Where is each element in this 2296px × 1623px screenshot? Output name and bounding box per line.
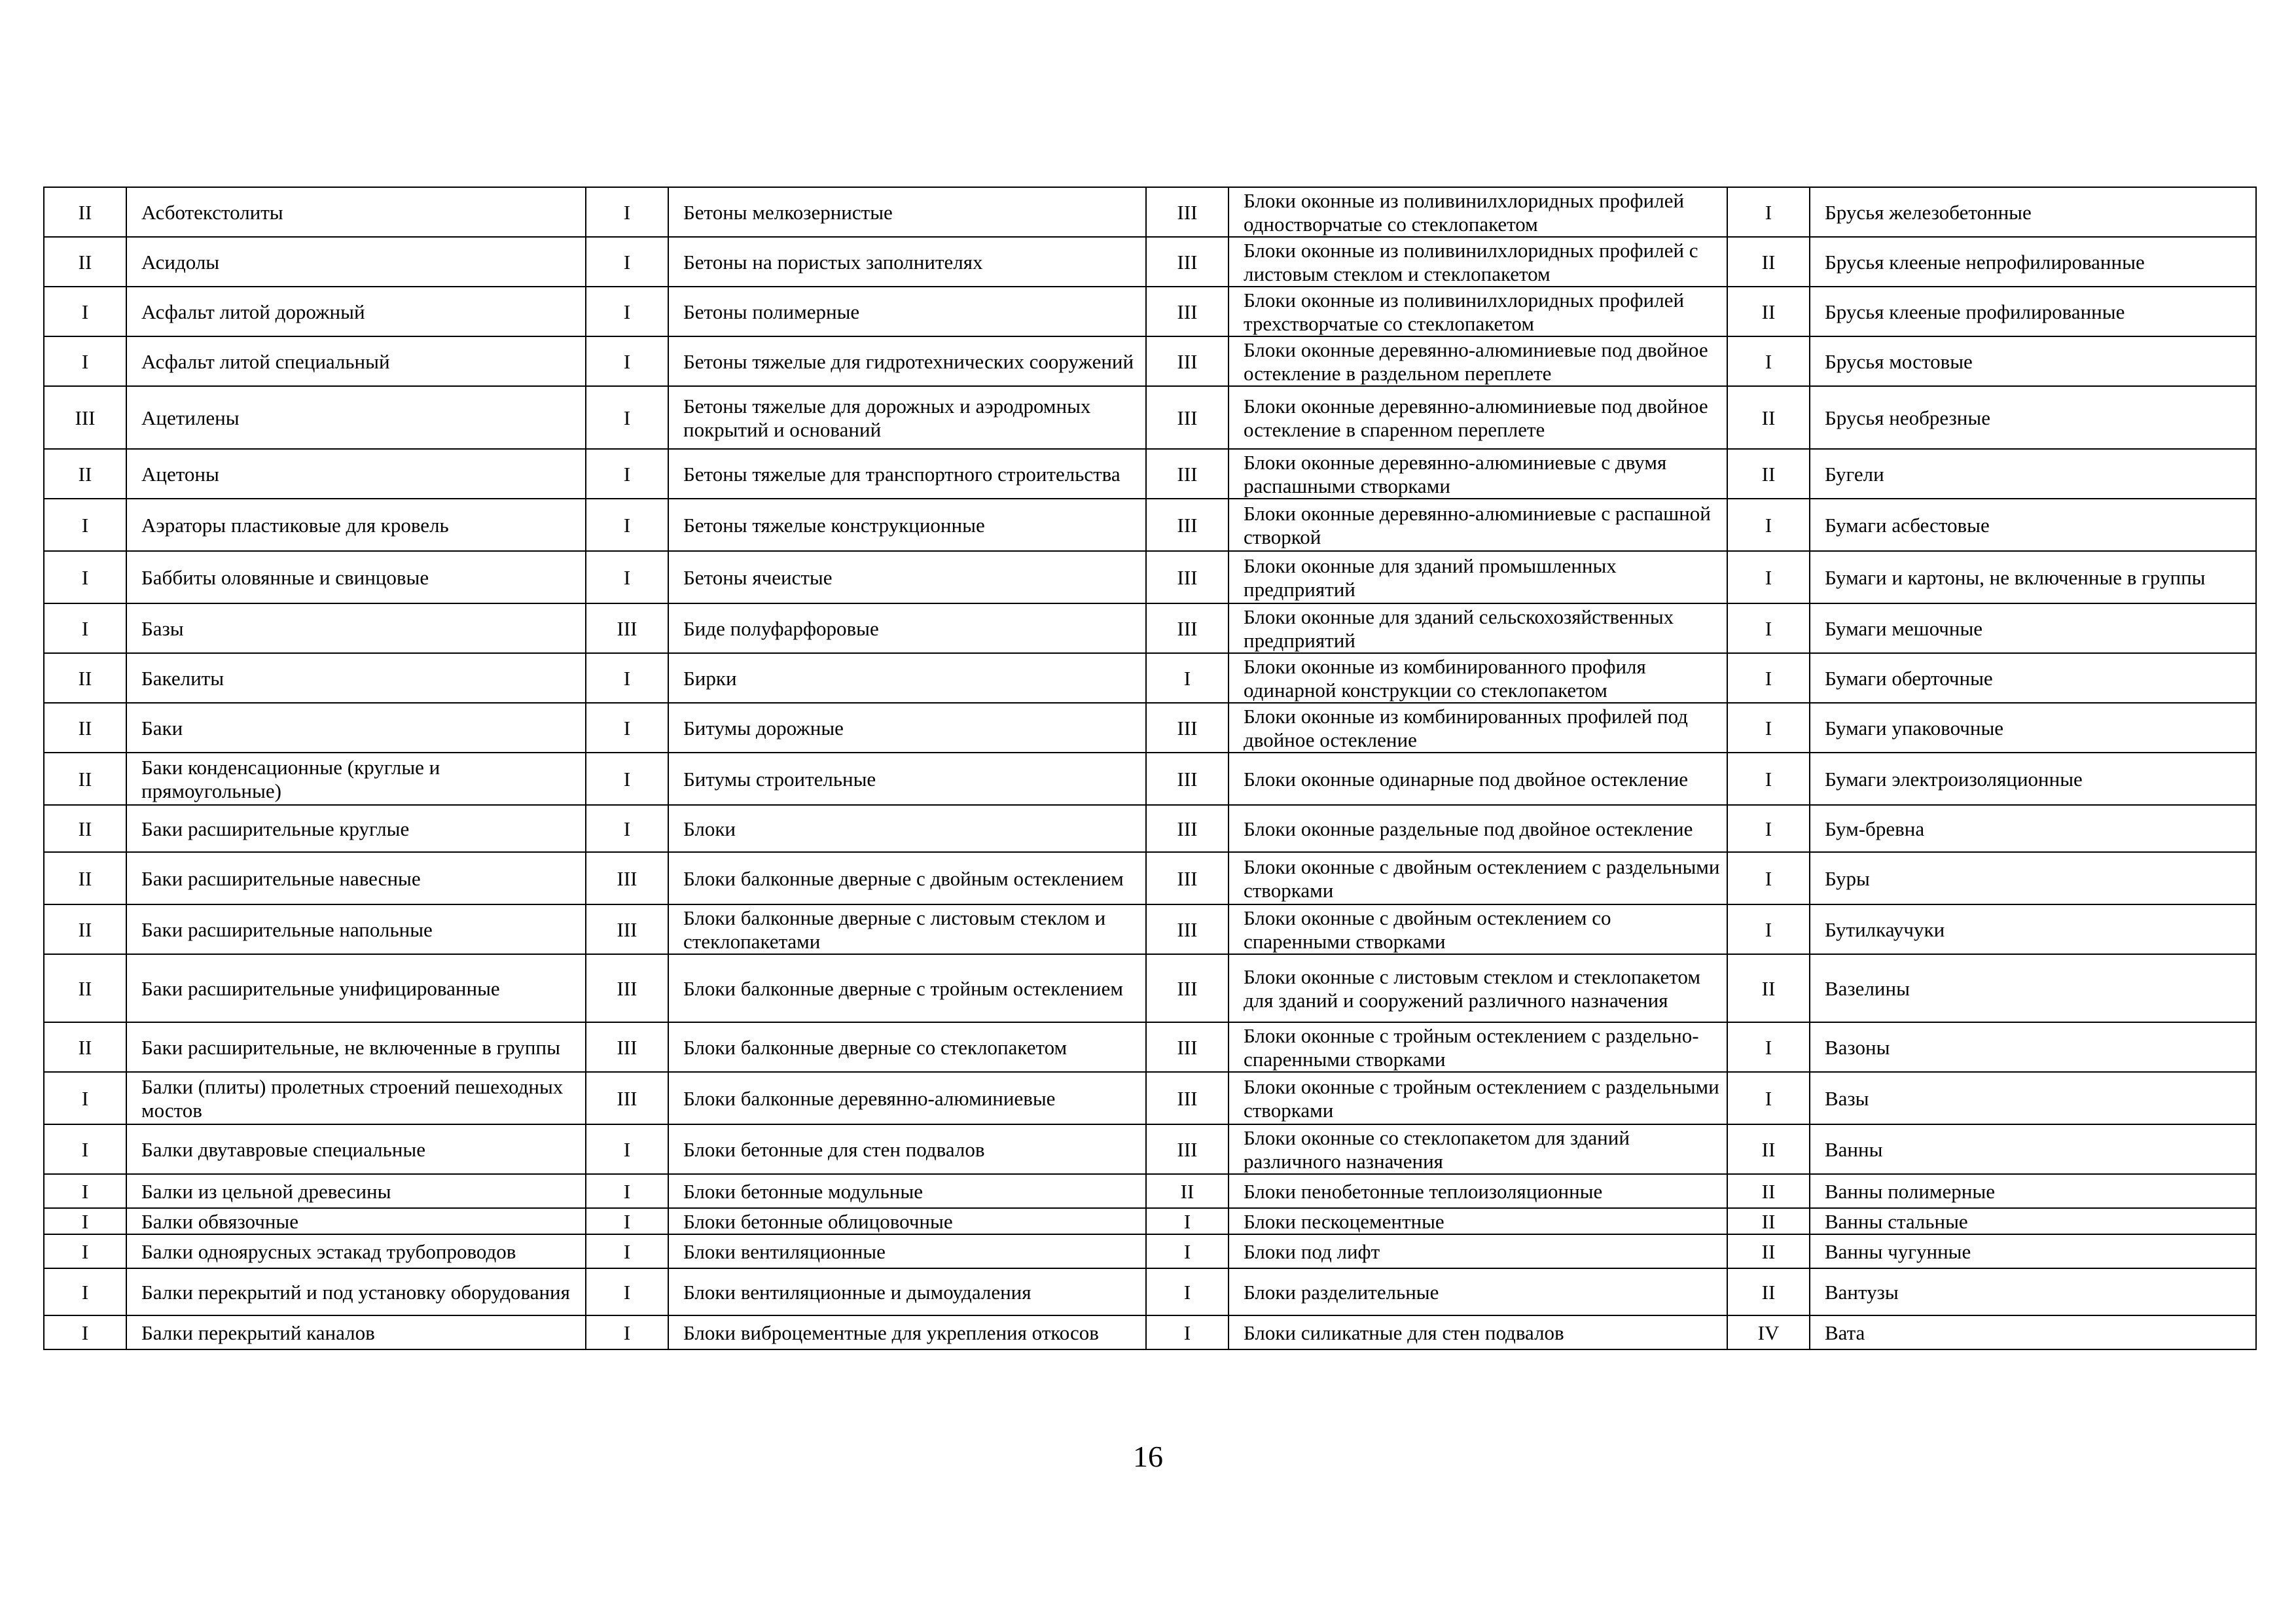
group-cell: III xyxy=(586,603,668,653)
group-cell: I xyxy=(586,449,668,499)
group-cell: I xyxy=(1146,1234,1229,1268)
material-name-cell: Бетоны тяжелые для гидротехнических сооружений xyxy=(668,336,1146,386)
group-cell: I xyxy=(586,336,668,386)
material-name-cell: Блоки оконные раздельные под двойное остекление xyxy=(1229,805,1727,852)
group-cell: I xyxy=(1727,336,1810,386)
group-cell: III xyxy=(1146,954,1229,1022)
group-cell: III xyxy=(1146,1072,1229,1124)
group-cell: II xyxy=(44,187,126,237)
table-row xyxy=(44,703,2256,753)
group-cell: III xyxy=(586,1072,668,1124)
material-name-cell: Ванны xyxy=(1810,1124,2256,1174)
material-name-cell: Балки одноярусных эстакад трубопроводов xyxy=(126,1234,586,1268)
material-name-cell: Бетоны полимерные xyxy=(668,287,1146,336)
group-cell: I xyxy=(1146,1315,1229,1349)
material-name-cell: Бетоны ячеистые xyxy=(668,551,1146,603)
material-name-cell: Блоки оконные из комбинированных профилей под двойное остекление xyxy=(1229,703,1727,753)
material-name-cell: Блоки пенобетонные теплоизоляционные xyxy=(1229,1174,1727,1208)
material-name-cell: Блоки оконные с тройным остеклением с раздельно-спаренными створками xyxy=(1229,1022,1727,1072)
material-name-cell: Вата xyxy=(1810,1315,2256,1349)
material-name-cell: Асфальт литой дорожный xyxy=(126,287,586,336)
table-row xyxy=(44,1234,2256,1268)
material-name-cell: Блоки силикатные для стен подвалов xyxy=(1229,1315,1727,1349)
group-cell: I xyxy=(586,237,668,287)
material-name-cell: Блоки оконные для зданий промышленных предприятий xyxy=(1229,551,1727,603)
material-name-cell: Блоки оконные с двойным остеклением с раздельными створками xyxy=(1229,852,1727,904)
table-row xyxy=(44,753,2256,805)
table-row xyxy=(44,499,2256,551)
material-name-cell: Блоки виброцементные для укрепления откосов xyxy=(668,1315,1146,1349)
table-row xyxy=(44,603,2256,653)
material-name-cell: Бумаги упаковочные xyxy=(1810,703,2256,753)
material-name-cell: Баки расширительные круглые xyxy=(126,805,586,852)
material-name-cell: Блоки пескоцементные xyxy=(1229,1208,1727,1234)
group-cell: III xyxy=(1146,187,1229,237)
material-name-cell: Балки перекрытий и под установку оборудования xyxy=(126,1268,586,1315)
material-name-cell: Блоки бетонные для стен подвалов xyxy=(668,1124,1146,1174)
group-cell: I xyxy=(1727,187,1810,237)
material-name-cell: Вазелины xyxy=(1810,954,2256,1022)
group-cell: III xyxy=(586,954,668,1022)
material-name-cell: Блоки xyxy=(668,805,1146,852)
material-name-cell: Баки расширительные напольные xyxy=(126,904,586,954)
material-name-cell: Блоки оконные для зданий сельскохозяйственных предприятий xyxy=(1229,603,1727,653)
material-name-cell: Блоки балконные дверные с двойным остеклением xyxy=(668,852,1146,904)
material-name-cell: Брусья железобетонные xyxy=(1810,187,2256,237)
material-name-cell: Балки обвязочные xyxy=(126,1208,586,1234)
material-name-cell: Вантузы xyxy=(1810,1268,2256,1315)
group-cell: I xyxy=(44,603,126,653)
group-cell: I xyxy=(1727,1022,1810,1072)
group-cell: III xyxy=(1146,1022,1229,1072)
material-name-cell: Бетоны тяжелые для транспортного строительства xyxy=(668,449,1146,499)
group-cell: IV xyxy=(1727,1315,1810,1349)
table-row xyxy=(44,386,2256,449)
material-name-cell: Ванны стальные xyxy=(1810,1208,2256,1234)
group-cell: II xyxy=(1727,237,1810,287)
material-name-cell: Блоки оконные из поливинилхлоридных профилей одностворчатые со стеклопакетом xyxy=(1229,187,1727,237)
material-name-cell: Бумаги асбестовые xyxy=(1810,499,2256,551)
group-cell: II xyxy=(1146,1174,1229,1208)
material-name-cell: Баббиты оловянные и свинцовые xyxy=(126,551,586,603)
material-name-cell: Ацетоны xyxy=(126,449,586,499)
group-cell: II xyxy=(44,449,126,499)
material-name-cell: Блоки под лифт xyxy=(1229,1234,1727,1268)
material-name-cell: Баки xyxy=(126,703,586,753)
material-name-cell: Базы xyxy=(126,603,586,653)
group-cell: I xyxy=(44,287,126,336)
group-cell: II xyxy=(44,904,126,954)
group-cell: III xyxy=(1146,551,1229,603)
material-name-cell: Бирки xyxy=(668,653,1146,703)
group-cell: III xyxy=(1146,386,1229,449)
page-number: 16 xyxy=(1133,1440,1163,1473)
material-name-cell: Бумаги мешочные xyxy=(1810,603,2256,653)
material-name-cell: Блоки оконные из комбинированного профиля одинарной конструкции со стеклопакетом xyxy=(1229,653,1727,703)
material-name-cell: Бумаги и картоны, не включенные в группы xyxy=(1810,551,2256,603)
group-cell: III xyxy=(1146,1124,1229,1174)
group-cell: I xyxy=(586,1124,668,1174)
material-name-cell: Блоки бетонные модульные xyxy=(668,1174,1146,1208)
material-name-cell: Брусья клееные непрофилированные xyxy=(1810,237,2256,287)
group-cell: II xyxy=(44,1022,126,1072)
group-cell: III xyxy=(44,386,126,449)
group-cell: I xyxy=(44,336,126,386)
material-name-cell: Битумы дорожные xyxy=(668,703,1146,753)
material-name-cell: Бумаги оберточные xyxy=(1810,653,2256,703)
material-name-cell: Асидолы xyxy=(126,237,586,287)
material-name-cell: Битумы строительные xyxy=(668,753,1146,805)
material-name-cell: Баки расширительные навесные xyxy=(126,852,586,904)
group-cell: III xyxy=(1146,753,1229,805)
table-row xyxy=(44,1174,2256,1208)
group-cell: I xyxy=(586,1208,668,1234)
material-name-cell: Бугели xyxy=(1810,449,2256,499)
material-name-cell: Блоки разделительные xyxy=(1229,1268,1727,1315)
material-name-cell: Бетоны тяжелые конструкционные xyxy=(668,499,1146,551)
group-cell: II xyxy=(1727,1208,1810,1234)
group-cell: II xyxy=(44,237,126,287)
group-cell: I xyxy=(1727,703,1810,753)
material-name-cell: Бумаги электроизоляционные xyxy=(1810,753,2256,805)
group-cell: II xyxy=(1727,1234,1810,1268)
group-cell: III xyxy=(1146,499,1229,551)
material-name-cell: Блоки балконные дверные с тройным остеклением xyxy=(668,954,1146,1022)
material-name-cell: Бутилкаучуки xyxy=(1810,904,2256,954)
group-cell: I xyxy=(1727,551,1810,603)
material-name-cell: Блоки балконные деревянно-алюминиевые xyxy=(668,1072,1146,1124)
table-row xyxy=(44,805,2256,852)
table-row xyxy=(44,237,2256,287)
group-cell: III xyxy=(1146,603,1229,653)
material-name-cell: Блоки оконные со стеклопакетом для зданий различного назначения xyxy=(1229,1124,1727,1174)
material-name-cell: Блоки оконные деревянно-алюминиевые под двойное остекление в раздельном переплете xyxy=(1229,336,1727,386)
material-name-cell: Блоки балконные дверные со стеклопакетом xyxy=(668,1022,1146,1072)
table-row xyxy=(44,1268,2256,1315)
group-cell: II xyxy=(44,703,126,753)
group-cell: I xyxy=(586,499,668,551)
material-name-cell: Бум-бревна xyxy=(1810,805,2256,852)
group-cell: I xyxy=(586,1234,668,1268)
material-name-cell: Баки конденсационные (круглые и прямоугольные) xyxy=(126,753,586,805)
material-name-cell: Ацетилены xyxy=(126,386,586,449)
group-cell: I xyxy=(44,1174,126,1208)
group-cell: I xyxy=(44,1268,126,1315)
group-cell: I xyxy=(586,386,668,449)
group-cell: II xyxy=(1727,1124,1810,1174)
table-row xyxy=(44,852,2256,904)
table-row xyxy=(44,336,2256,386)
group-cell: I xyxy=(586,287,668,336)
table-row xyxy=(44,1072,2256,1124)
group-cell: II xyxy=(1727,287,1810,336)
material-name-cell: Бетоны тяжелые для дорожных и аэродромных покрытий и оснований xyxy=(668,386,1146,449)
material-name-cell: Блоки оконные из поливинилхлоридных профилей трехстворчатые со стеклопакетом xyxy=(1229,287,1727,336)
group-cell: II xyxy=(1727,449,1810,499)
group-cell: III xyxy=(586,852,668,904)
group-cell: II xyxy=(1727,954,1810,1022)
group-cell: I xyxy=(586,187,668,237)
material-name-cell: Блоки оконные одинарные под двойное остекление xyxy=(1229,753,1727,805)
material-name-cell: Блоки оконные с тройным остеклением с раздельными створками xyxy=(1229,1072,1727,1124)
group-cell: III xyxy=(1146,287,1229,336)
table-row xyxy=(44,1124,2256,1174)
group-cell: I xyxy=(44,1234,126,1268)
table-row xyxy=(44,954,2256,1022)
material-name-cell: Асфальт литой специальный xyxy=(126,336,586,386)
material-name-cell: Брусья клееные профилированные xyxy=(1810,287,2256,336)
material-name-cell: Брусья мостовые xyxy=(1810,336,2256,386)
material-name-cell: Балки перекрытий каналов xyxy=(126,1315,586,1349)
group-cell: I xyxy=(44,1072,126,1124)
group-cell: I xyxy=(44,551,126,603)
material-name-cell: Бакелиты xyxy=(126,653,586,703)
table-row xyxy=(44,449,2256,499)
group-cell: I xyxy=(1727,653,1810,703)
group-cell: I xyxy=(1727,1072,1810,1124)
group-cell: III xyxy=(1146,703,1229,753)
group-cell: III xyxy=(1146,904,1229,954)
group-cell: I xyxy=(1727,852,1810,904)
group-cell: I xyxy=(1146,1268,1229,1315)
table-row xyxy=(44,1208,2256,1234)
group-cell: III xyxy=(1146,336,1229,386)
group-cell: II xyxy=(44,753,126,805)
material-name-cell: Вазоны xyxy=(1810,1022,2256,1072)
group-cell: II xyxy=(44,852,126,904)
material-name-cell: Буры xyxy=(1810,852,2256,904)
group-cell: I xyxy=(586,805,668,852)
material-name-cell: Биде полуфарфоровые xyxy=(668,603,1146,653)
table-row xyxy=(44,551,2256,603)
table-row xyxy=(44,904,2256,954)
material-name-cell: Баки расширительные унифицированные xyxy=(126,954,586,1022)
material-name-cell: Блоки вентиляционные и дымоудаления xyxy=(668,1268,1146,1315)
material-name-cell: Бетоны на пористых заполнителях xyxy=(668,237,1146,287)
group-cell: I xyxy=(1146,653,1229,703)
group-cell: I xyxy=(586,551,668,603)
group-cell: III xyxy=(586,904,668,954)
material-name-cell: Блоки оконные деревянно-алюминиевые под двойное остекление в спаренном переплете xyxy=(1229,386,1727,449)
table-body xyxy=(44,187,2256,1349)
group-cell: I xyxy=(1146,1208,1229,1234)
group-cell: II xyxy=(1727,386,1810,449)
table-row xyxy=(44,187,2256,237)
material-name-cell: Баки расширительные, не включенные в группы xyxy=(126,1022,586,1072)
material-name-cell: Балки двутавровые специальные xyxy=(126,1124,586,1174)
group-cell: I xyxy=(44,1315,126,1349)
material-name-cell: Блоки оконные из поливинилхлоридных профилей с листовым стеклом и стеклопакетом xyxy=(1229,237,1727,287)
group-cell: I xyxy=(1727,904,1810,954)
material-name-cell: Балки (плиты) пролетных строений пешеходных мостов xyxy=(126,1072,586,1124)
material-name-cell: Блоки оконные деревянно-алюминиевые с распашной створкой xyxy=(1229,499,1727,551)
group-cell: III xyxy=(1146,805,1229,852)
material-name-cell: Балки из цельной древесины xyxy=(126,1174,586,1208)
group-cell: I xyxy=(1727,753,1810,805)
material-name-cell: Блоки вентиляционные xyxy=(668,1234,1146,1268)
group-cell: I xyxy=(1727,603,1810,653)
group-cell: III xyxy=(586,1022,668,1072)
material-name-cell: Вазы xyxy=(1810,1072,2256,1124)
group-cell: I xyxy=(586,703,668,753)
group-cell: II xyxy=(44,653,126,703)
group-cell: I xyxy=(44,1208,126,1234)
table-row xyxy=(44,653,2256,703)
group-cell: I xyxy=(586,1315,668,1349)
group-cell: III xyxy=(1146,449,1229,499)
material-name-cell: Блоки оконные с двойным остеклением со спаренными створками xyxy=(1229,904,1727,954)
material-name-cell: Блоки оконные с листовым стеклом и стеклопакетом для зданий и сооружений различного назначения xyxy=(1229,954,1727,1022)
table-row xyxy=(44,1315,2256,1349)
group-cell: I xyxy=(44,1124,126,1174)
materials-group-table xyxy=(43,187,2257,1350)
material-name-cell: Асботекстолиты xyxy=(126,187,586,237)
group-cell: II xyxy=(1727,1174,1810,1208)
material-name-cell: Ванны полимерные xyxy=(1810,1174,2256,1208)
group-cell: I xyxy=(586,653,668,703)
group-cell: III xyxy=(1146,237,1229,287)
material-name-cell: Блоки балконные дверные с листовым стеклом и стеклопакетами xyxy=(668,904,1146,954)
table-row xyxy=(44,1022,2256,1072)
group-cell: I xyxy=(586,753,668,805)
group-cell: I xyxy=(1727,805,1810,852)
group-cell: I xyxy=(44,499,126,551)
material-name-cell: Ванны чугунные xyxy=(1810,1234,2256,1268)
group-cell: I xyxy=(586,1268,668,1315)
material-name-cell: Блоки бетонные облицовочные xyxy=(668,1208,1146,1234)
material-name-cell: Блоки оконные деревянно-алюминиевые с двумя распашными створками xyxy=(1229,449,1727,499)
table-row xyxy=(44,287,2256,336)
material-name-cell: Аэраторы пластиковые для кровель xyxy=(126,499,586,551)
group-cell: III xyxy=(1146,852,1229,904)
material-name-cell: Бетоны мелкозернистые xyxy=(668,187,1146,237)
material-name-cell: Брусья необрезные xyxy=(1810,386,2256,449)
group-cell: I xyxy=(1727,499,1810,551)
group-cell: I xyxy=(586,1174,668,1208)
group-cell: II xyxy=(1727,1268,1810,1315)
group-cell: II xyxy=(44,954,126,1022)
group-cell: II xyxy=(44,805,126,852)
